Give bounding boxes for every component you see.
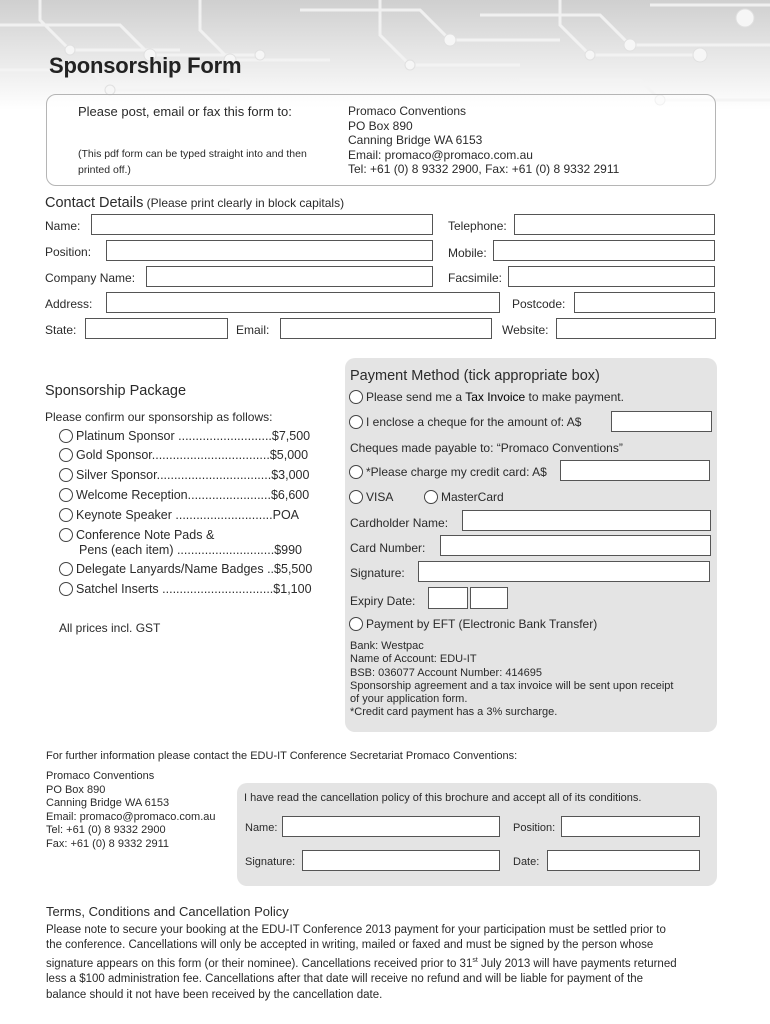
- accept-name-input[interactable]: [282, 816, 500, 837]
- package-option-note-pads[interactable]: [59, 528, 214, 542]
- telephone-input[interactable]: [514, 214, 715, 235]
- postcode-input[interactable]: [574, 292, 715, 313]
- accept-date-label: Date:: [513, 856, 540, 868]
- package-option-welcome-reception[interactable]: [59, 488, 309, 502]
- state-input[interactable]: [85, 318, 228, 339]
- contact-line: Tel: +61 (0) 8 9332 2900: [46, 824, 166, 837]
- radio-button[interactable]: [349, 490, 363, 504]
- ordinal-suffix: st: [472, 957, 478, 965]
- package-option-label: Silver Sponsor.................................$3,000: [76, 468, 310, 482]
- package-option-silver[interactable]: [59, 468, 309, 482]
- radio-button[interactable]: [59, 528, 73, 542]
- position-label: Position:: [45, 245, 92, 259]
- facsimile-label: Facsimile:: [448, 271, 503, 285]
- email-input[interactable]: [280, 318, 492, 339]
- email-label: Email:: [236, 323, 270, 337]
- radio-button[interactable]: [59, 448, 73, 462]
- invoice-emphasis: Tax Invoice: [465, 390, 526, 404]
- radio-button[interactable]: [59, 508, 73, 522]
- organiser-address: [348, 104, 619, 177]
- package-intro: Please confirm our sponsorship as follows:: [45, 410, 273, 424]
- cheque-payable-note: Cheques made payable to: “Promaco Conventions”: [350, 441, 623, 455]
- radio-button[interactable]: [349, 617, 363, 631]
- cheque-label: I enclose a cheque for the amount of: A$: [366, 415, 582, 429]
- card-number-label: Card Number:: [350, 541, 426, 555]
- accept-position-input[interactable]: [561, 816, 700, 837]
- bank-details: [350, 640, 673, 720]
- signature-label: Signature:: [350, 566, 405, 580]
- bank-line: BSB: 036077 Account Number: 414695: [350, 666, 543, 679]
- expiry-year-input[interactable]: [470, 587, 508, 609]
- bank-line: *Credit card payment has a 3% surcharge.: [350, 706, 558, 719]
- name-input[interactable]: [91, 214, 433, 235]
- post-instruction: Please post, email or fax this form to:: [78, 104, 292, 119]
- payment-invoice-label: [366, 390, 624, 404]
- terms-line: Please note to secure your booking at the EDU-IT Conference 2013 payment for your participation must be settled prior to: [46, 924, 666, 936]
- payment-option-eft[interactable]: [349, 617, 597, 631]
- card-signature-input[interactable]: [418, 561, 710, 582]
- payment-option-cheque[interactable]: [349, 415, 581, 429]
- address-line: Canning Bridge WA 6153: [348, 133, 483, 147]
- payment-heading: Payment Method (tick appropriate box): [350, 368, 600, 384]
- card-type-visa[interactable]: [349, 490, 393, 504]
- contact-line: Fax: +61 (0) 8 9332 2911: [46, 837, 170, 850]
- package-option-label: Conference Note Pads &: [76, 528, 215, 542]
- name-label: Name:: [45, 219, 81, 233]
- contact-heading: [45, 195, 344, 211]
- radio-button[interactable]: [59, 468, 73, 482]
- cheque-amount-input[interactable]: [611, 411, 712, 432]
- invoice-text-end: to make payment.: [525, 390, 624, 404]
- contact-line: Promaco Conventions: [46, 770, 155, 782]
- accept-signature-input[interactable]: [302, 850, 500, 871]
- bank-line: of your application form.: [350, 693, 468, 706]
- facsimile-input[interactable]: [508, 266, 715, 287]
- expiry-month-input[interactable]: [428, 587, 468, 609]
- contact-line: Email: promaco@promaco.com.au: [46, 810, 216, 823]
- package-option-gold[interactable]: [59, 448, 308, 462]
- accept-date-input[interactable]: [547, 850, 700, 871]
- payment-option-invoice[interactable]: [349, 390, 624, 404]
- card-number-input[interactable]: [440, 535, 711, 556]
- mastercard-label: MasterCard: [441, 490, 504, 504]
- package-heading: Sponsorship Package: [45, 383, 187, 399]
- radio-button[interactable]: [59, 562, 73, 576]
- mobile-label: Mobile:: [448, 246, 487, 260]
- radio-button[interactable]: [59, 488, 73, 502]
- cardholder-label: Cardholder Name:: [350, 516, 449, 530]
- cancellation-statement: I have read the cancellation policy of this brochure and accept all of its conditions.: [244, 792, 642, 804]
- bank-line: Name of Account: EDU-IT: [350, 653, 477, 666]
- contact-line: Canning Bridge WA 6153: [46, 797, 170, 810]
- contact-subtitle: (Please print clearly in block capitals): [146, 196, 345, 210]
- company-input[interactable]: [146, 266, 433, 287]
- address-line: Email: promaco@promaco.com.au: [348, 147, 533, 162]
- address-line: PO Box 890: [348, 118, 413, 133]
- telephone-label: Telephone:: [448, 219, 507, 233]
- invoice-text: Please send me a: [366, 390, 466, 404]
- bank-line: Sponsorship agreement and a tax invoice will be sent upon receipt: [350, 679, 674, 692]
- terms-line: the conference. Cancellations will only be accepted in writing, mailed or faxed and must be signed by the person whose: [46, 939, 654, 952]
- radio-button[interactable]: [349, 465, 363, 479]
- radio-button[interactable]: [424, 490, 438, 504]
- contact-title: Contact Details: [45, 195, 144, 211]
- accept-signature-label: Signature:: [245, 856, 296, 868]
- pdf-note: (This pdf form can be typed straight into and then printed off.): [78, 148, 307, 176]
- terms-text: signature appears on this form (or their nominee). Cancellations received prior to 31: [46, 958, 473, 971]
- cardholder-input[interactable]: [462, 510, 711, 531]
- package-option-platinum[interactable]: [59, 429, 310, 443]
- package-option-label: Satchel Inserts ................................$1,100: [76, 582, 312, 596]
- address-line: Promaco Conventions: [348, 104, 467, 118]
- terms-body: [46, 923, 726, 1003]
- position-input[interactable]: [106, 240, 433, 261]
- radio-button[interactable]: [59, 429, 73, 443]
- address-line: Tel: +61 (0) 8 9332 2900, Fax: +61 (0) 8 9332 2911: [348, 162, 620, 176]
- expiry-label: Expiry Date:: [350, 594, 416, 608]
- page-title: Sponsorship Form: [49, 53, 242, 78]
- gst-note: All prices incl. GST: [59, 621, 161, 635]
- package-option-lanyards[interactable]: [59, 562, 312, 576]
- package-option-keynote-speaker[interactable]: [59, 508, 299, 522]
- package-option-label: Delegate Lanyards/Name Badges ..$5,500: [76, 562, 313, 576]
- package-option-satchel-inserts[interactable]: [59, 582, 312, 596]
- address-input[interactable]: [106, 292, 500, 313]
- accept-position-label: Position:: [513, 822, 556, 834]
- radio-button[interactable]: [349, 415, 363, 429]
- further-info: For further information please contact the EDU-IT Conference Secretariat Promaco Conventions:: [46, 750, 518, 762]
- bank-line: Bank: Westpac: [350, 640, 424, 652]
- package-option-label: Welcome Reception........................$6,600: [76, 488, 310, 502]
- payment-option-credit-card[interactable]: [349, 465, 547, 479]
- terms-heading: Terms, Conditions and Cancellation Policy: [46, 904, 289, 919]
- package-option-label-cont: Pens (each item) ............................$990: [79, 543, 303, 557]
- package-option-label: Platinum Sponsor ...........................$7,500: [76, 429, 311, 443]
- website-label: Website:: [502, 323, 549, 337]
- package-option-label: Keynote Speaker ............................POA: [76, 508, 300, 522]
- accept-name-label: Name:: [245, 822, 278, 834]
- terms-line: balance should it not have been received by the cancellation date.: [46, 988, 383, 1001]
- card-type-mastercard[interactable]: [424, 490, 504, 504]
- radio-button[interactable]: [349, 390, 363, 404]
- address-label: Address:: [45, 297, 93, 311]
- package-option-label: Gold Sponsor..................................$5,000: [76, 448, 309, 462]
- terms-line: less a $100 administration fee. Cancellations after that date will receive no refund and will be liable for payment of the: [46, 973, 644, 986]
- website-input[interactable]: [556, 318, 716, 339]
- postcode-label: Postcode:: [512, 297, 566, 311]
- mobile-input[interactable]: [493, 240, 715, 261]
- terms-line: [46, 953, 726, 972]
- secretariat-contact: [46, 770, 216, 852]
- radio-button[interactable]: [59, 582, 73, 596]
- credit-amount-input[interactable]: [560, 460, 710, 481]
- company-label: Company Name:: [45, 271, 136, 285]
- credit-card-label: *Please charge my credit card: A$: [366, 465, 547, 479]
- terms-text: July 2013 will have payments returned: [477, 958, 677, 971]
- visa-label: VISA: [366, 490, 394, 504]
- state-label: State:: [45, 323, 77, 337]
- eft-label: Payment by EFT (Electronic Bank Transfer): [366, 617, 598, 631]
- contact-line: PO Box 890: [46, 783, 106, 796]
